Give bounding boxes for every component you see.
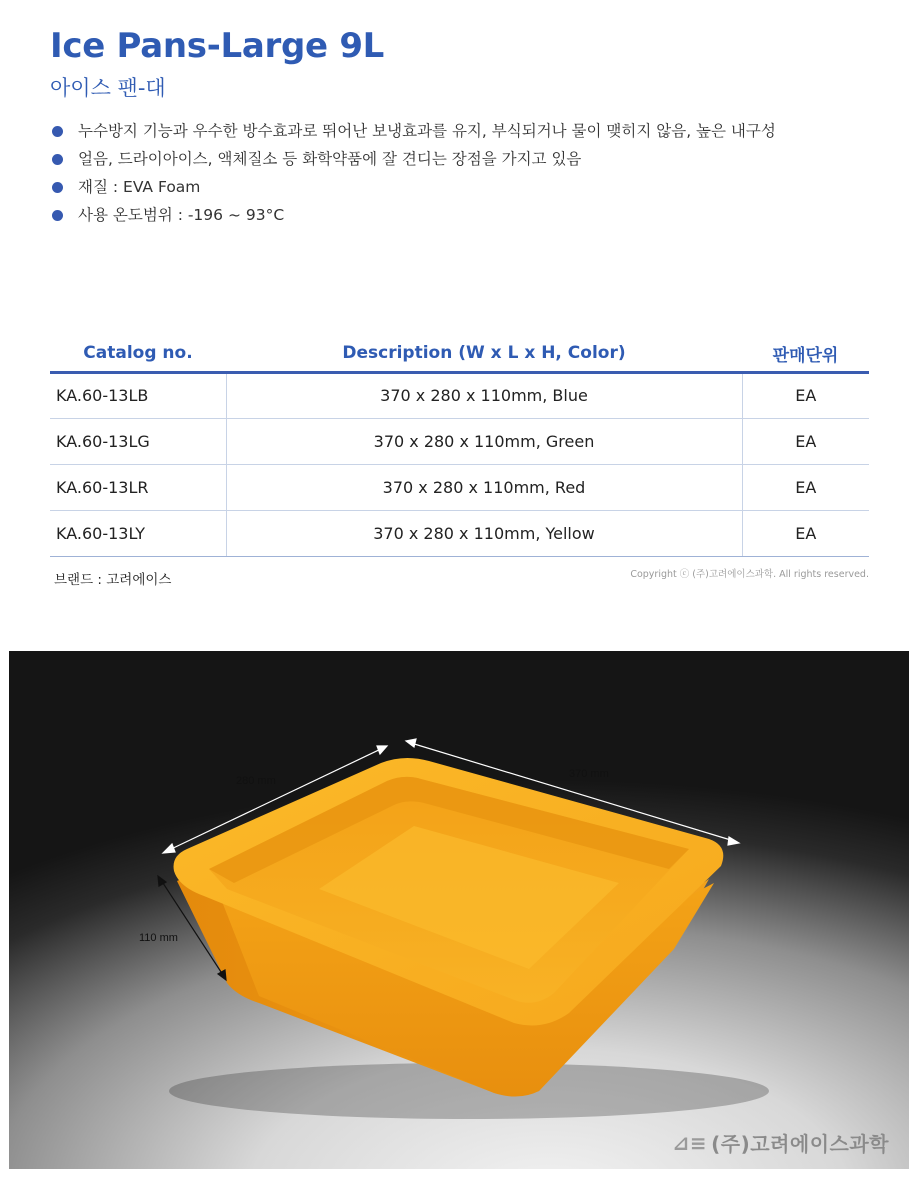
logo-mark-icon: ⊿≡ [672, 1130, 708, 1155]
table-row [50, 464, 869, 510]
dimension-length-label: 370 mm [569, 768, 609, 780]
bullet-icon [52, 210, 63, 221]
bullet-icon [52, 182, 63, 193]
cell-unit: EA [742, 510, 869, 556]
dimension-width-label: 280 mm [236, 775, 276, 787]
brand-note: 브랜드 : 고려에이스 [54, 572, 172, 588]
cell-description: 370 x 280 x 110mm, Yellow [226, 510, 742, 556]
header-sales-unit: 판매단위 [742, 336, 869, 372]
feature-list [50, 120, 776, 232]
cell-catalog-no: KA.60-13LY [50, 510, 226, 556]
table-header-row [50, 336, 869, 372]
product-title: Ice Pans-Large 9L [50, 26, 385, 66]
ice-pan-illustration [9, 651, 909, 1169]
cell-description: 370 x 280 x 110mm, Green [226, 418, 742, 464]
header-catalog-no: Catalog no. [50, 336, 226, 372]
cell-description: 370 x 280 x 110mm, Blue [226, 372, 742, 418]
table-row [50, 510, 869, 556]
feature-item: 사용 온도범위 : -196 ~ 93°C [50, 204, 776, 232]
cell-unit: EA [742, 418, 869, 464]
bullet-icon [52, 154, 63, 165]
product-photo [9, 651, 909, 1169]
catalog-table [50, 336, 869, 557]
feature-item: 얼음, 드라이아이스, 액체질소 등 화학약품에 잘 견디는 장점을 가지고 있음 [50, 148, 776, 176]
dimension-height-label: 110 mm [139, 932, 178, 944]
table-row [50, 372, 869, 418]
feature-item: 재질 : EVA Foam [50, 176, 776, 204]
cell-catalog-no: KA.60-13LG [50, 418, 226, 464]
cell-catalog-no: KA.60-13LR [50, 464, 226, 510]
table-row [50, 418, 869, 464]
bullet-icon [52, 126, 63, 137]
header-description: Description (W x L x H, Color) [226, 336, 742, 372]
cell-catalog-no: KA.60-13LB [50, 372, 226, 418]
copyright-note: Copyright ⓒ (주)고려에이스과학. All rights reserved. [630, 569, 869, 580]
product-subtitle: 아이스 팬-대 [50, 76, 166, 100]
company-logo: ⊿≡ (주)고려에이스과학 [672, 1130, 889, 1156]
cell-unit: EA [742, 464, 869, 510]
feature-item: 누수방지 기능과 우수한 방수효과로 뛰어난 보냉효과를 유지, 부식되거나 물이 맺히지 않음, 높은 내구성 [50, 120, 776, 148]
cell-description: 370 x 280 x 110mm, Red [226, 464, 742, 510]
cell-unit: EA [742, 372, 869, 418]
